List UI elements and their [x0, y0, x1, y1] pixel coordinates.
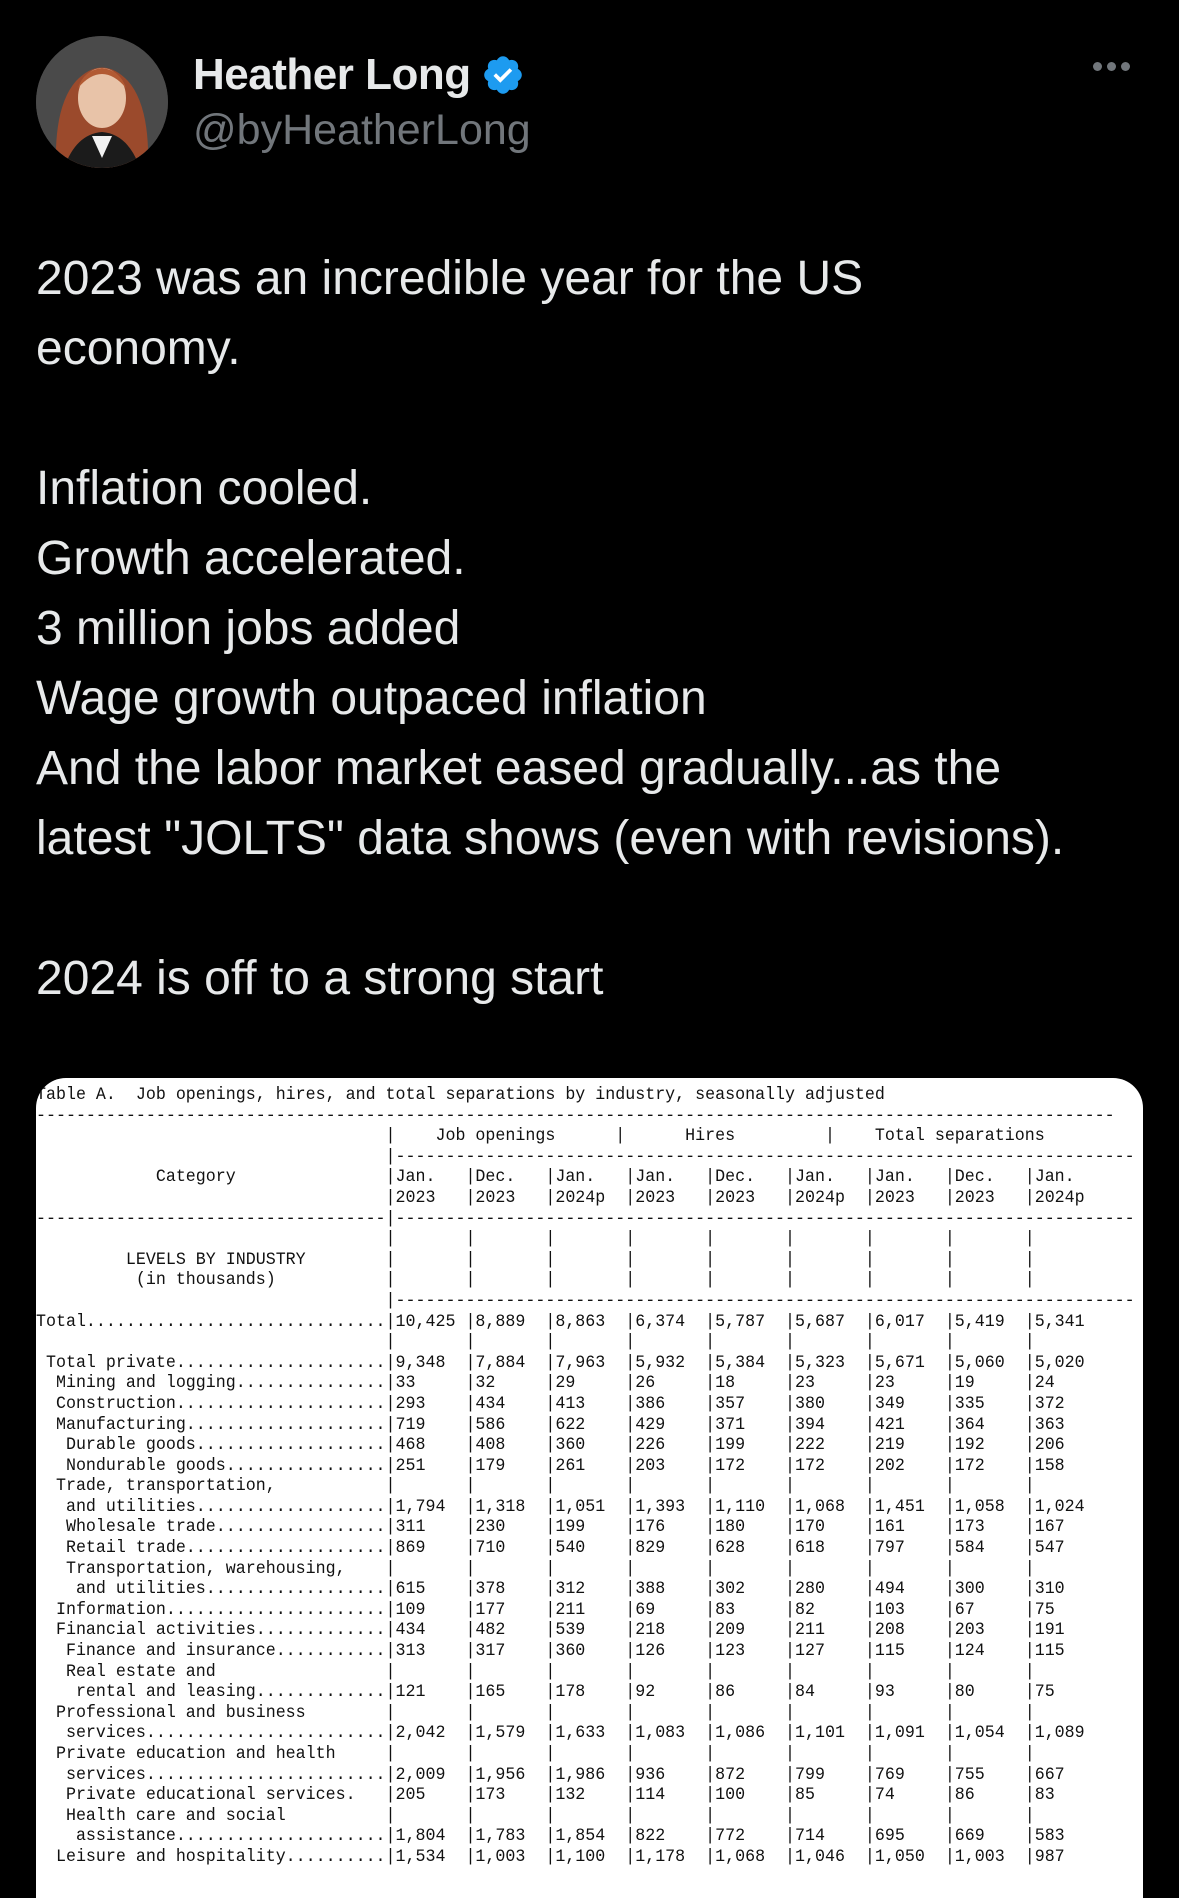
table-line: services........................|2,009 |1,956 |1,986 |936 |872 |799 |769 |755 |667 [36, 1765, 1065, 1785]
table-line: |2023 |2023 |2024p |2023 |2023 |2024p |2023 |2023 |2024p [36, 1188, 1085, 1208]
table-line: Leisure and hospitality..........|1,534 |1,003 |1,100 |1,178 |1,068 |1,046 |1,050 |1,003 |987 [36, 1847, 1065, 1867]
tweet-line: And the labor market eased gradually...as the [36, 742, 1002, 795]
table-line: Information......................|109 |177 |211 |69 |83 |82 |103 |67 |75 [36, 1600, 1055, 1620]
author-handle[interactable]: @byHeatherLong [193, 106, 531, 154]
tweet-line: Growth accelerated. [36, 532, 466, 585]
table-line: rental and leasing.............|121 |165 |178 |92 |86 |84 |93 |80 |75 [36, 1683, 1055, 1703]
tweet-text [36, 244, 1146, 1014]
table-line: ------------------------------------------------------------------------------------------------------------ [36, 1106, 1115, 1126]
avatar-portrait-icon [36, 36, 168, 168]
table-line: Total..............................|10,425 |8,889 |8,863 |6,374 |5,787 |5,687 |6,017 |5,419 |5,341 [36, 1312, 1085, 1332]
tweet-line: 2024 is off to a strong start [36, 952, 604, 1005]
table-line: Transportation, warehousing, | | | | | | | | | [36, 1559, 1035, 1579]
tweet-spacer [36, 384, 1146, 454]
tweet-spacer [36, 874, 1146, 944]
table-line: |-------------------------------------------------------------------------- [36, 1291, 1135, 1311]
table-line: | | | | | | | | | [36, 1333, 1035, 1353]
table-line: Total private.....................|9,348 |7,884 |7,963 |5,932 |5,384 |5,323 |5,671 |5,060 |5,020 [36, 1353, 1085, 1373]
table-line: Private education and health | | | | | | | | | [36, 1745, 1035, 1764]
table-line: Financial activities.............|434 |482 |539 |218 |209 |211 |208 |203 |191 [36, 1621, 1065, 1641]
table-line: LEVELS BY INDUSTRY | | | | | | | | | [36, 1250, 1035, 1270]
more-options-icon[interactable] [1093, 58, 1139, 78]
table-line: Real estate and | | | | | | | | | [36, 1662, 1035, 1682]
table-line: (in thousands) | | | | | | | | | [36, 1271, 1035, 1291]
tweet-line: 2023 was an incredible year for the US [36, 252, 864, 305]
table-line: Durable goods...................|468 |408 |360 |226 |199 |222 |219 |192 |206 [36, 1436, 1065, 1456]
table-line: Table A. Job openings, hires, and total separations by industry, seasonally adjusted [36, 1086, 885, 1105]
table-line: Retail trade....................|869 |710 |540 |829 |628 |618 |797 |584 |547 [36, 1539, 1065, 1559]
table-line: Mining and logging...............|33 |32 |29 |26 |18 |23 |23 |19 |24 [36, 1374, 1055, 1394]
table-line: Manufacturing....................|719 |586 |622 |429 |371 |394 |421 |364 |363 [36, 1415, 1065, 1435]
table-line: Construction.....................|293 |434 |413 |386 |357 |380 |349 |335 |372 [36, 1394, 1065, 1414]
table-line: and utilities..................|615 |378 |312 |388 |302 |280 |494 |300 |310 [36, 1580, 1065, 1600]
table-line: Wholesale trade.................|311 |230 |199 |176 |180 |170 |161 |173 |167 [36, 1518, 1065, 1538]
table-line: |-------------------------------------------------------------------------- [36, 1147, 1135, 1167]
table-line: Finance and insurance...........|313 |317 |360 |126 |123 |127 |115 |124 |115 [36, 1642, 1065, 1662]
tweet-line: 3 million jobs added [36, 602, 461, 655]
table-line: | Job openings | Hires | Total separations [36, 1127, 1045, 1147]
table-line: Professional and business | | | | | | | | | [36, 1703, 1035, 1723]
table-line: assistance.....................|1,804 |1,783 |1,854 |822 |772 |714 |695 |669 |583 [36, 1827, 1065, 1847]
jolts-table-text [36, 1086, 1135, 1869]
table-line: services........................|2,042 |1,579 |1,633 |1,083 |1,086 |1,101 |1,091 |1,054 |1,089 [36, 1724, 1085, 1744]
avatar[interactable] [36, 36, 168, 168]
table-line: Health care and social | | | | | | | | | [36, 1806, 1035, 1826]
tweet-line: economy. [36, 322, 241, 375]
verified-badge-icon [481, 53, 525, 97]
tweet-line: Inflation cooled. [36, 462, 373, 515]
author-name-row [193, 50, 525, 100]
table-line: Category |Jan. |Dec. |Jan. |Jan. |Dec. |Jan. |Jan. |Dec. |Jan. [36, 1168, 1075, 1188]
table-line: and utilities...................|1,794 |1,318 |1,051 |1,393 |1,110 |1,068 |1,451 |1,058 |1,024 [36, 1497, 1085, 1517]
tweet-image-jolts-table[interactable] [36, 1078, 1143, 1898]
tweet-line: Wage growth outpaced inflation [36, 672, 707, 725]
table-line: Private educational services. |205 |173 |132 |114 |100 |85 |74 |86 |83 [36, 1786, 1055, 1806]
tweet-line: latest "JOLTS" data shows (even with revisions). [36, 812, 1065, 865]
table-line: Trade, transportation, | | | | | | | | | [36, 1477, 1035, 1497]
table-line: | | | | | | | | | [36, 1230, 1035, 1250]
table-line: -----------------------------------|-------------------------------------------------------------------------- [36, 1209, 1135, 1229]
table-line: Nondurable goods................|251 |179 |261 |203 |172 |172 |202 |172 |158 [36, 1456, 1065, 1476]
author-name[interactable]: Heather Long [193, 50, 471, 99]
